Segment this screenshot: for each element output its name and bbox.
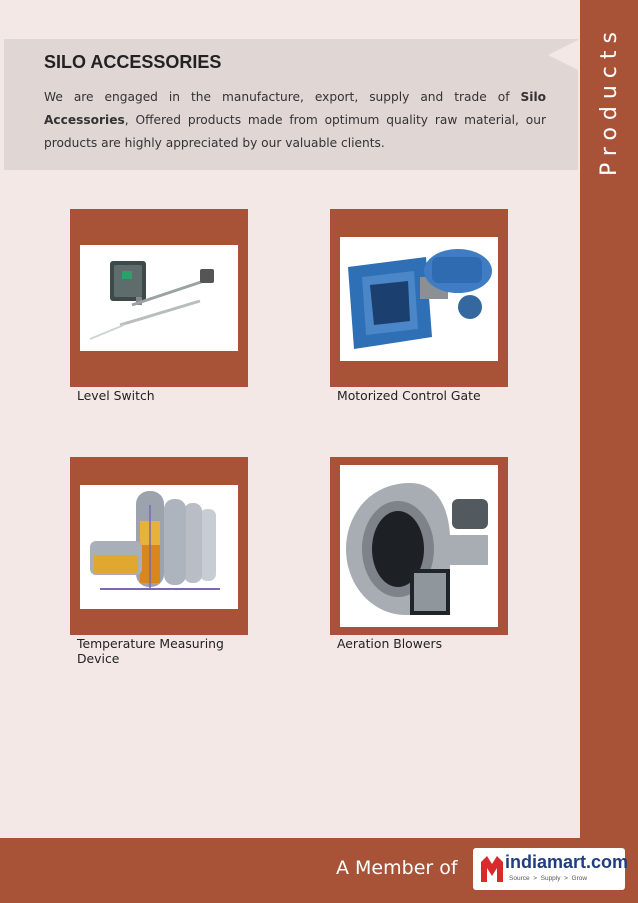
indiamart-logo[interactable] [473,848,629,890]
level-switch-image[interactable] [80,245,238,351]
product-card-level-switch[interactable] [70,209,248,387]
sidebar-label-wrap [580,0,638,200]
temperature-device-image[interactable] [80,485,238,609]
intro-text-start: We are engaged in the manufacture, export, supply and trade of [44,90,521,104]
control-gate-image[interactable] [340,237,498,361]
product-caption[interactable]: Level Switch [77,388,155,403]
product-caption[interactable]: Aeration Blowers [337,636,443,651]
page-title: SILO ACCESSORIES [44,52,222,72]
product-card-control-gate[interactable] [330,209,508,387]
intro-text-bold: Silo Accessories [44,90,546,127]
intro-text-end: , Offered products made from optimum quality raw material, our products are highly appreciated by our valuable clients. [44,113,546,150]
aeration-blowers-image[interactable] [340,465,498,627]
intro-paragraph [44,86,546,155]
product-caption[interactable]: Motorized Control Gate [337,388,481,403]
product-caption[interactable]: Temperature Measuring Device [77,636,224,666]
member-of-text: A Member of [336,857,458,879]
product-card-temperature-device[interactable] [70,457,248,635]
header-notch [548,39,580,71]
indiamart-logo-icon [479,854,505,884]
product-card-aeration-blowers[interactable] [330,457,508,635]
logo-tagline: Source > Supply > Grow [509,875,588,882]
sidebar-label: Products [596,24,622,176]
logo-name: indiamart.com [505,852,629,872]
